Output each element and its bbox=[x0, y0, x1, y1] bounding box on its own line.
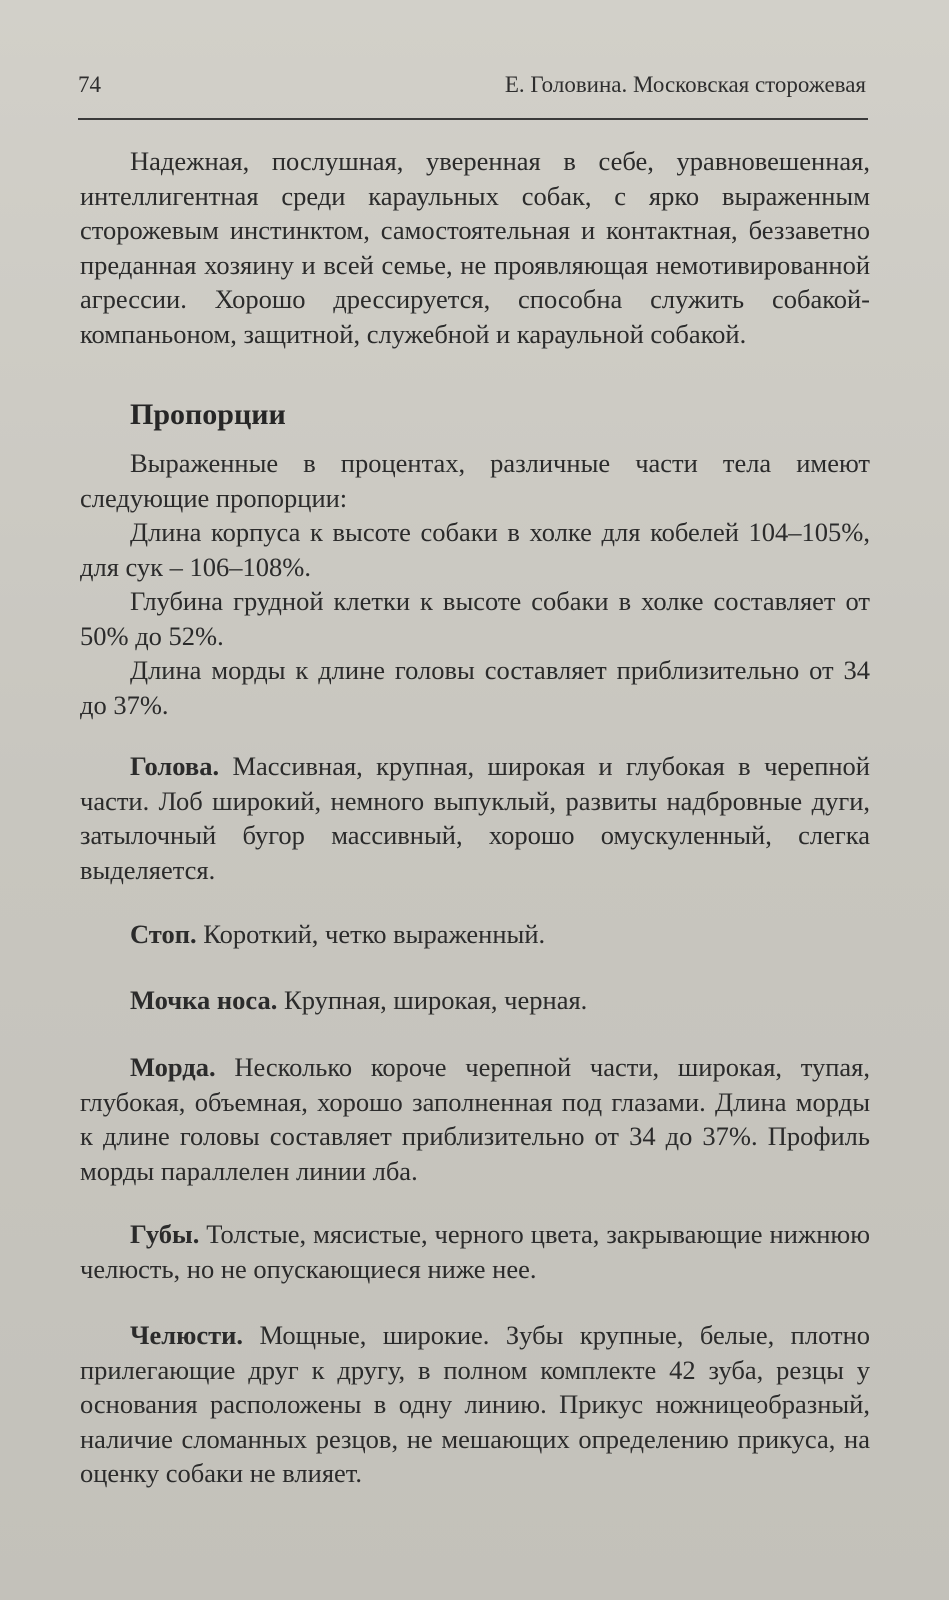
section-stop bbox=[80, 917, 870, 952]
section-jaws bbox=[80, 1318, 870, 1491]
intro-block bbox=[80, 144, 870, 351]
proportions-paragraph: Глубина грудной клетки к высоте собаки в холке составляет от 50% до 52%. bbox=[80, 586, 870, 651]
section-term: Морда. bbox=[130, 1052, 216, 1082]
section-text: Массивная, крупная, широкая и глубокая в черепной части. Лоб широкий, немного выпуклый, развиты надбровные дуги, затылочный бугор массивный, хорошо омускуленный, слегка выделяется. bbox=[80, 751, 870, 885]
intro-paragraph: Надежная, послушная, уверенная в себе, уравновешенная, интеллигентная среди караульных собак, с ярко выраженным сторожевым инстинктом, самостоятельная и контактная, беззаветно преданная хозяину и всей семье, не проявляющая немотивированной агрессии. Хорошо дрессируется, способна служить собакой-компаньоном, защитной, служебной и караульной собакой. bbox=[80, 146, 870, 349]
section-nose bbox=[80, 983, 870, 1018]
proportions-paragraph: Длина морды к длине головы составляет приблизительно от 34 до 37%. bbox=[80, 655, 870, 720]
proportions-list bbox=[80, 446, 870, 722]
proportions-heading: Пропорции bbox=[130, 398, 286, 431]
header-rule bbox=[78, 118, 868, 120]
section-text: Толстые, мясистые, черного цвета, закрывающие нижнюю челюсть, но не опускающиеся ниже нее. bbox=[80, 1219, 870, 1284]
section-term: Челюсти. bbox=[130, 1320, 244, 1350]
section-term: Стоп. bbox=[130, 919, 197, 949]
proportions-paragraph: Выраженные в процентах, различные части тела имеют следующие пропорции: bbox=[80, 448, 870, 513]
section-muzzle bbox=[80, 1050, 870, 1188]
section-term: Мочка носа. bbox=[130, 985, 278, 1015]
section-text: Мощные, широкие. Зубы крупные, белые, плотно прилегающие друг к другу, в полном комплекте 42 зуба, резцы у основания расположены в одну линию. Прикус ножницеобразный, наличие сломанных резцов, не мешающих определению прикуса, на оценку собаки не влияет. bbox=[80, 1320, 870, 1488]
proportions-paragraph: Длина корпуса к высоте собаки в холке для кобелей 104–105%, для сук – 106–108%. bbox=[80, 517, 870, 582]
section-head bbox=[80, 749, 870, 887]
section-text: Крупная, широкая, черная. bbox=[277, 985, 588, 1015]
section-lips bbox=[80, 1217, 870, 1286]
section-term: Губы. bbox=[130, 1219, 200, 1249]
section-text: Несколько короче черепной части, широкая, тупая, глубокая, объемная, хорошо заполненная под глазами. Длина морды к длине головы составляет приблизительно от 34 до 37%. Профиль морды параллелен линии лба. bbox=[80, 1052, 870, 1186]
section-text: Короткий, четко выраженный. bbox=[196, 919, 546, 949]
section-term: Голова. bbox=[130, 751, 220, 781]
page-number: 74 bbox=[78, 72, 101, 97]
proportions-block bbox=[80, 398, 870, 432]
running-title: Е. Головина. Московская сторожевая bbox=[504, 72, 866, 97]
